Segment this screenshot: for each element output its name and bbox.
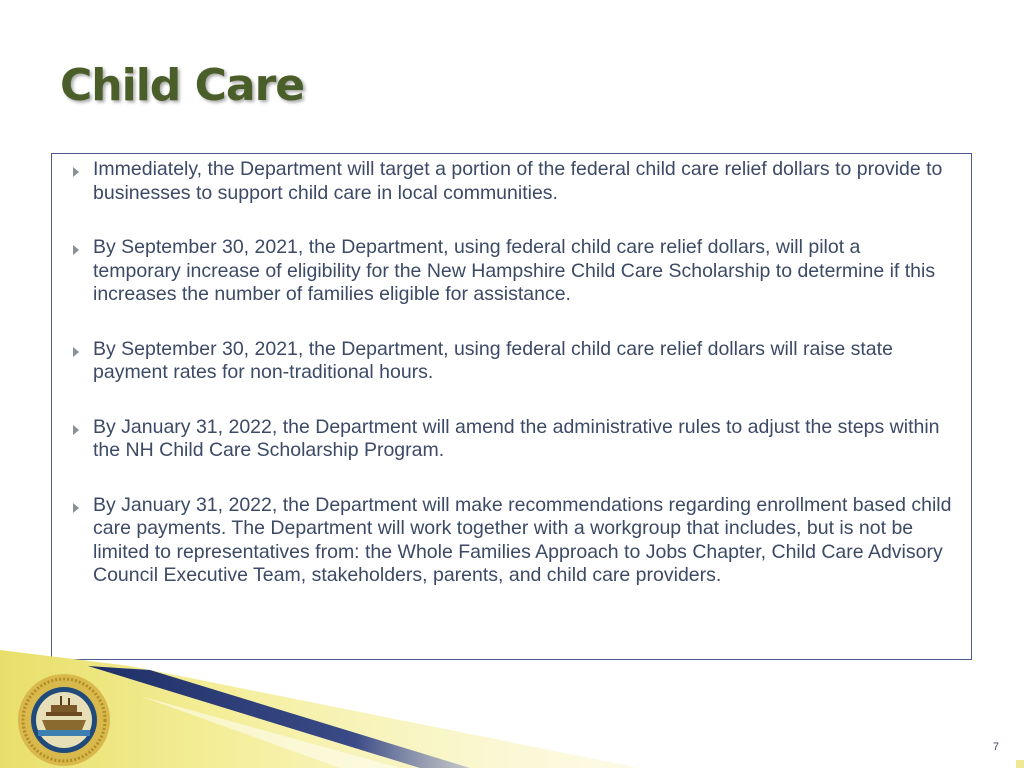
content-box [51, 153, 972, 660]
bullet-text: By September 30, 2021, the Department, using federal child care relief dollars, will pilot a temporary increase of eligibility for the New Hampshire Child Care Scholarship to determine if this increases the number of families eligible for assistance. [93, 236, 936, 305]
triangle-bullet-icon [73, 167, 79, 177]
slide-title: Child Care [60, 60, 305, 111]
triangle-bullet-icon [73, 503, 79, 513]
bullet-item [93, 494, 953, 588]
bullet-item [93, 236, 953, 307]
triangle-bullet-icon [73, 245, 79, 255]
state-seal-icon [18, 674, 110, 766]
bullet-text: By September 30, 2021, the Department, using federal child care relief dollars will raise state payment rates for non-traditional hours. [93, 337, 893, 383]
bullet-text: Immediately, the Department will target a portion of the federal child care relief dollars to provide to businesses to support child care in local communities. [93, 158, 943, 204]
corner-mark [1016, 760, 1024, 768]
bullet-list [52, 154, 971, 588]
triangle-bullet-icon [73, 347, 79, 357]
footer-decoration [0, 600, 1024, 768]
bullet-item [93, 338, 953, 385]
bullet-text: By January 31, 2022, the Department will make recommendations regarding enrollment based child care payments. The Department will work together with a workgroup that includes, but is not be limited to representatives from: the Whole Families Approach to Jobs Chapter, Child Care Advisory Council Executive Team, stakeholders, parents, and child care providers. [93, 493, 952, 586]
bullet-item [93, 158, 953, 205]
bullet-item [93, 416, 953, 463]
triangle-bullet-icon [73, 425, 79, 435]
page-number: 7 [992, 741, 999, 753]
bullet-text: By January 31, 2022, the Department will amend the administrative rules to adjust the steps within the NH Child Care Scholarship Program. [93, 415, 940, 461]
